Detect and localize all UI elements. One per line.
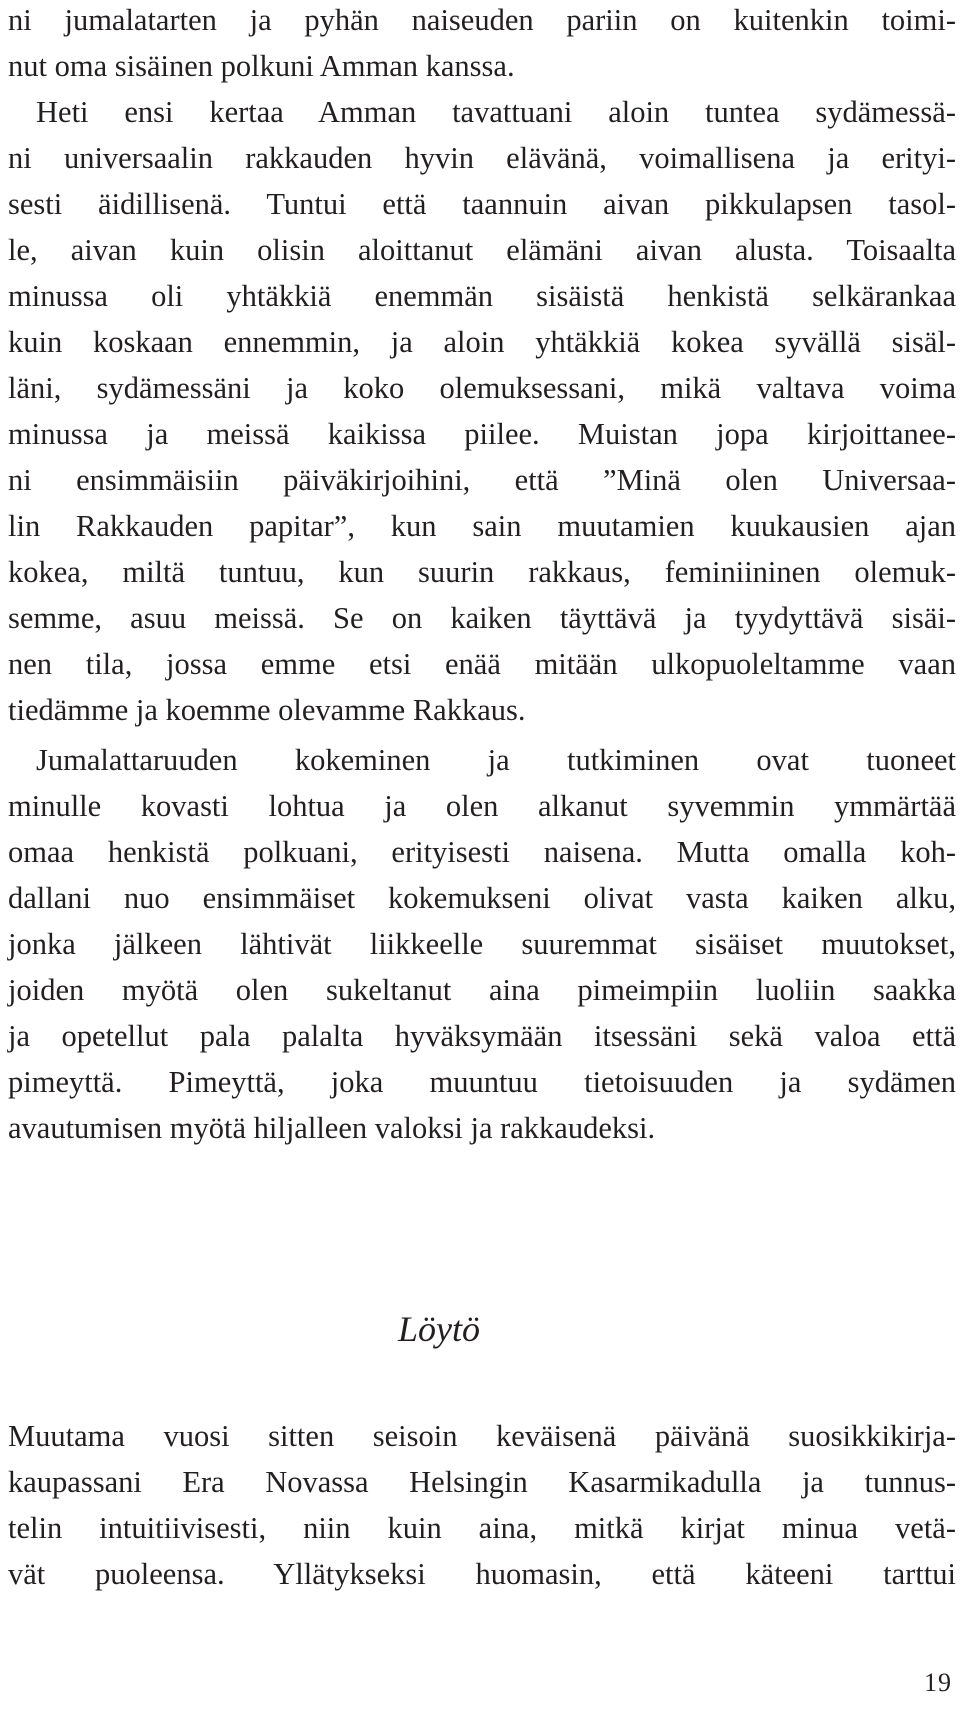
text-line: kokea, miltä tuntuu, kun suurin rakkaus, feminiininen olemuk- [8,555,956,589]
text-line: minulle kovasti lohtua ja olen alkanut syvemmin ymmärtää [8,789,956,823]
text-line: vät puoleensa. Yllätykseksi huomasin, että käteeni tarttui [8,1557,956,1591]
text-line: tiedämme ja koemme olevamme Rakkaus. [8,693,526,727]
text-line: dallani nuo ensimmäiset kokemukseni olivat vasta kaiken alku, [8,881,956,915]
text-line: nen tila, jossa emme etsi enää mitään ulkopuoleltamme vaan [8,647,956,681]
text-line: le, aivan kuin olisin aloittanut elämäni aivan alusta. Toisaalta [8,233,956,267]
text-line: ja opetellut pala palalta hyväksymään itsessäni sekä valoa että [8,1019,956,1053]
book-page [8,0,956,1710]
text-line: omaa henkistä polkuani, erityisesti naisena. Mutta omalla koh- [8,835,956,869]
text-line: Muutama vuosi sitten seisoin keväisenä päivänä suosikkikirja- [8,1419,956,1453]
text-line: Heti ensi kertaa Amman tavattuani aloin tuntea sydämessä- [36,95,956,129]
text-line: Jumalattaruuden kokeminen ja tutkiminen ovat tuoneet [36,743,956,777]
text-line: nut oma sisäinen polkuni Amman kanssa. [8,49,515,83]
text-line: kuin koskaan ennemmin, ja aloin yhtäkkiä kokea syvällä sisäl- [8,325,956,359]
text-line: joiden myötä olen sukeltanut aina pimeimpiin luoliin saakka [8,973,956,1007]
text-line: avautumisen myötä hiljalleen valoksi ja rakkaudeksi. [8,1111,656,1145]
text-line: ni jumalatarten ja pyhän naiseuden pariin on kuitenkin toimi- [8,3,956,37]
text-line: lin Rakkauden papitar”, kun sain muutamien kuukausien ajan [8,509,956,543]
text-line: kaupassani Era Novassa Helsingin Kasarmikadulla ja tunnus- [8,1465,956,1499]
text-line: pimeyttä. Pimeyttä, joka muuntuu tietoisuuden ja sydämen [8,1065,956,1099]
section-heading: Löytö [398,1309,481,1349]
text-line: semme, asuu meissä. Se on kaiken täyttävä ja tyydyttävä sisäi- [8,601,956,635]
text-line: läni, sydämessäni ja koko olemuksessani, mikä valtava voima [8,371,956,405]
text-line: jonka jälkeen lähtivät liikkeelle suuremmat sisäiset muutokset, [8,927,956,961]
text-line: ni ensimmäisiin päiväkirjoihini, että ”Minä olen Universaa- [8,463,956,497]
text-line: sesti äidillisenä. Tuntui että taannuin aivan pikkulapsen tasol- [8,187,956,221]
text-line: minussa ja meissä kaikissa piilee. Muistan jopa kirjoittanee- [8,417,956,451]
text-line: ni universaalin rakkauden hyvin elävänä, voimallisena ja erityi- [8,141,956,175]
text-line: minussa oli yhtäkkiä enemmän sisäistä henkistä selkärankaa [8,279,956,313]
page-number: 19 [924,1668,952,1697]
text-line: telin intuitiivisesti, niin kuin aina, mitkä kirjat minua vetä- [8,1511,956,1545]
